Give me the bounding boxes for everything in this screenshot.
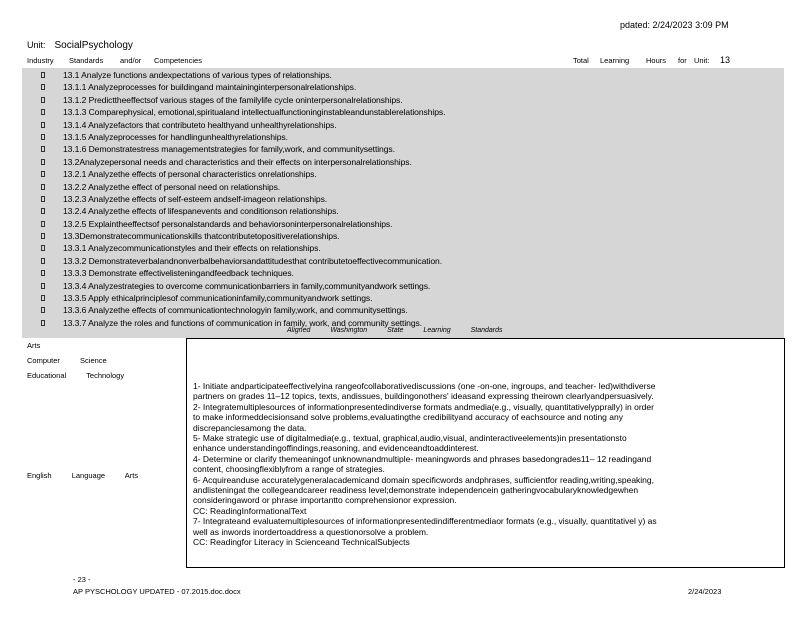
competency-text: 13.1.4 Analyzefactors that contributeto healthyand unhealthyrelationships. xyxy=(63,119,337,130)
standard-line: 2- Integratemultiplesources of informationpresentedindiverse formats andmedia(e.g., visually, quantitativelypprally) in order xyxy=(193,401,654,412)
competency-text: 13.2.5 Explaintheeffectsof personalstandards and behaviorsoninterpersonalrelationships. xyxy=(63,218,393,229)
competency-text: 13.1 Analyze functions andexpectations of various types of relationships. xyxy=(63,70,332,80)
standard-line: consideringaword or phrase importantto comprehensionor expression. xyxy=(193,495,457,506)
standard-line: 7- Integrateand evaluatemultiplesources of informationpresentedindifferentmediaor formats (e.g., visually, quantitativel y) as xyxy=(193,516,657,527)
footer-page-number: - 23 - xyxy=(73,575,91,584)
updated-timestamp: pdated: 2/24/2023 3:09 PM xyxy=(620,20,729,30)
aligned-word: Washington xyxy=(330,327,368,334)
table-right-border xyxy=(784,338,785,568)
aligned-standards-heading xyxy=(287,327,521,334)
standards-text xyxy=(193,381,777,548)
label-computer: Computer xyxy=(27,356,60,365)
table-bottom-border xyxy=(186,567,785,568)
competency-text: 13.1.5 Analyzeprocesses for handlingunhealthyrelationships. xyxy=(63,131,288,142)
competency-text: 13.1.1 Analyzeprocesses for buildingand maintaininginterpersonalrelationships. xyxy=(63,82,357,93)
competency-text: 13.1.6 Demonstratestress managementstrategies for family,work, and communitysettings. xyxy=(63,144,395,155)
competency-text: 13.3.4 Analyzestrategies to overcome communicationbarriers in family,communityandwork settings. xyxy=(63,280,431,291)
header-competencies: Competencies xyxy=(154,56,202,65)
standard-line: partners on grades 11–12 topics, texts, andissues, buildingonothers' ideasand expressing theirown clearlyandpersuasively. xyxy=(193,391,654,402)
bullet-icon xyxy=(41,146,45,152)
standard-line: CC: Readingfor Literacy in Scienceand TechnicalSubjects xyxy=(193,537,410,548)
standard-line: 1- Initiate andparticipateeffectivelyina rangeofcollaborativediscussions (one -on-one, ingroups, and teacher- led)withdiverse xyxy=(193,381,656,391)
label-educational-technology xyxy=(27,371,142,380)
label-language: Language xyxy=(71,471,106,480)
header-total: Total xyxy=(573,56,589,65)
aligned-word: State xyxy=(387,327,404,334)
header-standards: Standards xyxy=(69,56,104,65)
competency-text: 13.2.2 Analyzethe effect of personal need on relationships. xyxy=(63,181,281,192)
standard-line: 6- Acquireanduse accuratelygeneralacademicand domain specificwords andphrases, sufficientfor reading,writing,speaking, xyxy=(193,474,654,485)
unit-row xyxy=(27,40,133,51)
competency-text: 13.3.3 Demonstrate effectivelisteningandfeedback techniques. xyxy=(63,268,294,279)
label-arts: Arts xyxy=(27,341,41,350)
standard-line: discrepanciesamong the data. xyxy=(193,422,307,433)
bullet-icon xyxy=(41,109,45,115)
standard-line: andlisteningat the collegeandcareer readiness level;demonstrate independencein gatheringvocabularyknowledgewhen xyxy=(193,485,639,496)
bullet-icon xyxy=(41,307,45,313)
bullet-icon xyxy=(41,184,45,190)
unit-label: Unit: xyxy=(27,40,46,50)
header-unit-number: 13 xyxy=(720,55,731,65)
label-technology: Technology xyxy=(86,371,125,380)
bullet-icon xyxy=(41,270,45,276)
standard-line: well as inwords inordertoaddress a questionorsolve a problem. xyxy=(193,526,429,537)
standard-line: content, choosingflexiblyfrom a range of strategies. xyxy=(193,464,385,475)
standard-line: 5- Make strategic use of digitalmedia(e.g., textual, graphical,audio,visual, andinteractiveelements)in presentationsto xyxy=(193,433,627,444)
footer-filename: AP PYSCHOLOGY UPDATED - 07.2015.doc.docx xyxy=(73,587,241,596)
competency-text: 13.2.4 Analyzethe effects of lifespanevents and conditionson relationships. xyxy=(63,206,339,217)
label-english-language-arts xyxy=(27,471,156,480)
bullet-icon xyxy=(41,97,45,103)
header-for: for xyxy=(678,56,687,65)
competency-text: 13.3.7 Analyze the roles and functions of communication in family, work, and community settings. xyxy=(63,317,422,328)
aligned-word: Aligned xyxy=(287,327,311,334)
standard-line: CC: ReadingInformationalText xyxy=(193,505,307,516)
standard-line: enhance understandingoffindings,reasoning, and evidenceandtoaddinterest. xyxy=(193,443,479,454)
label-arts: Arts xyxy=(124,471,139,480)
bullet-icon xyxy=(41,171,45,177)
footer-date: 2/24/2023 xyxy=(688,587,722,596)
bullet-icon xyxy=(41,208,45,214)
competency-text: 13.3.1 Analyzecommunicationstyles and their effects on relationships. xyxy=(63,243,321,254)
competency-text: 13.3.6 Analyzethe effects of communicationtechnologyin family,work, and communitysettings. xyxy=(63,305,408,316)
competency-text: 13.3.5 Apply ethicalprinciplesof communicationinfamily,communityandwork settings. xyxy=(63,293,373,304)
label-science: Science xyxy=(80,356,107,365)
table-left-border xyxy=(186,338,187,568)
bullet-icon xyxy=(41,84,45,90)
bullet-icon xyxy=(41,295,45,301)
competencies-box xyxy=(22,68,784,338)
bullet-icon xyxy=(41,196,45,202)
bullet-icon xyxy=(41,258,45,264)
bullet-icon xyxy=(41,233,45,239)
header-industry: Industry xyxy=(27,56,54,65)
bullet-icon xyxy=(41,245,45,251)
bullet-icon xyxy=(41,221,45,227)
bullet-icon xyxy=(41,283,45,289)
standard-line: to make informeddecisionsand solve problems,evaluatingthe credibilityand accuracy of eachsource and noting any xyxy=(193,412,623,423)
unit-name: SocialPsychology xyxy=(54,40,133,51)
header-learning: Learning xyxy=(600,56,630,65)
header-hours: Hours xyxy=(646,56,667,65)
header-andor: and/or xyxy=(120,56,142,65)
competency-text: 13.1.2 Predicttheeffectsof various stages of the familylife cycle oninterpersonalrelationships. xyxy=(63,94,403,105)
aligned-word: Standards xyxy=(470,327,503,334)
bullet-icon xyxy=(41,72,45,78)
bullet-icon xyxy=(41,134,45,140)
aligned-word: Learning xyxy=(423,327,451,334)
competency-text: 13.3.2 Demonstrateverbalandnonverbalbehaviorsandattitudesthat contributetoeffectivecommunication. xyxy=(63,255,443,266)
bullet-icon xyxy=(41,159,45,165)
table-top-border xyxy=(186,338,785,339)
label-computer-science xyxy=(27,356,125,365)
competency-text: 13.1.3 Comparephysical, emotional,spiritualand intellectualfunctioninginstableandunstablerelationships. xyxy=(63,107,446,118)
competency-text: 13.2Analyzepersonal needs and characteristics and their effects on interpersonalrelationships. xyxy=(63,156,412,167)
competency-text: 13.2.3 Analyzethe effects of self-esteem andself-imageon relationships. xyxy=(63,193,328,204)
competency-text: 13.3Demonstratecommunicationskills thatcontributetopositiverelationships. xyxy=(63,231,340,242)
bullet-icon xyxy=(41,122,45,128)
header-row xyxy=(27,56,787,68)
header-unit: Unit: xyxy=(694,56,710,65)
standard-line: 4- Determine or clarify themeaningof unknownandmultiple- meaningwords and phrases basedongrades11– 12 readingand xyxy=(193,453,652,464)
bullet-icon xyxy=(41,320,45,326)
label-english: English xyxy=(27,471,52,480)
label-educational: Educational xyxy=(27,371,67,380)
competency-text: 13.2.1 Analyzethe effects of personal characteristics onrelationships. xyxy=(63,169,317,180)
